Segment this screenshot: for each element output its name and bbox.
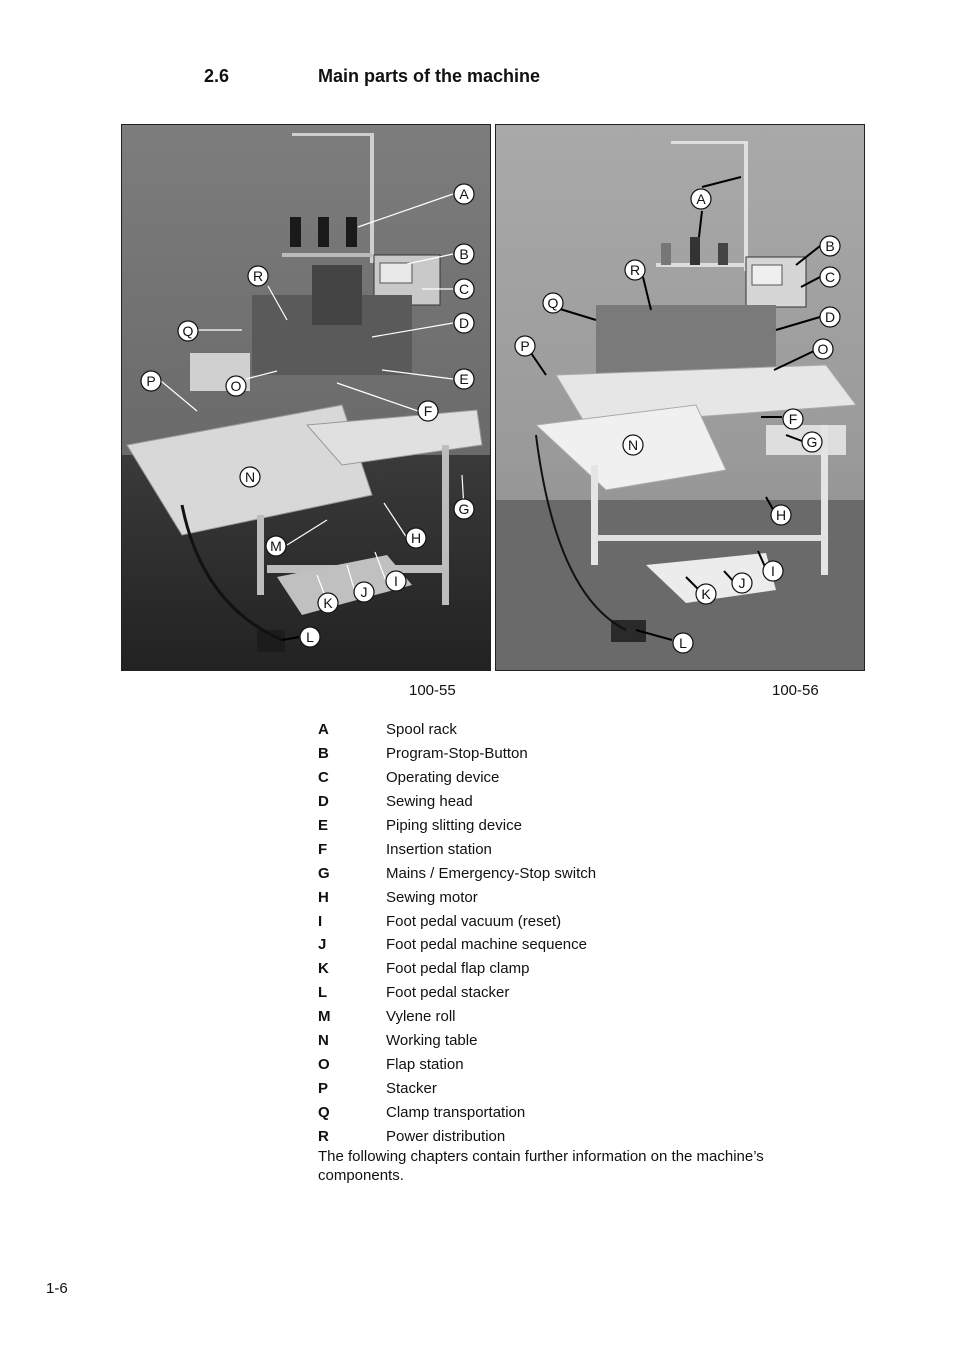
parts-legend (318, 718, 858, 1148)
legend-text: Vylene roll (386, 1008, 456, 1026)
legend-text: Program-Stop-Button (386, 745, 528, 763)
legend-key: J (318, 936, 327, 954)
label-left-e: E (459, 371, 469, 387)
legend-row (318, 837, 858, 861)
legend-row (318, 861, 858, 885)
label-left-o: O (230, 378, 242, 394)
label-right-f: F (788, 411, 798, 427)
legend-row (318, 1029, 858, 1053)
label-left-p: P (146, 373, 156, 389)
legend-key: Q (318, 1103, 330, 1121)
label-right-q: Q (547, 295, 559, 311)
legend-text: Sewing head (386, 793, 473, 811)
legend-text: Foot pedal machine sequence (386, 936, 587, 954)
label-right-k: K (701, 586, 711, 602)
label-right-g: G (806, 434, 818, 450)
label-right-a: A (696, 191, 706, 207)
label-left-m: M (270, 538, 282, 554)
legend-row (318, 790, 858, 814)
label-left-i: I (394, 573, 398, 589)
legend-row (318, 933, 858, 957)
legend-row (318, 718, 858, 742)
legend-row (318, 981, 858, 1005)
legend-key: A (318, 721, 329, 739)
label-left-c: C (458, 281, 470, 297)
legend-text: Power distribution (386, 1127, 506, 1145)
label-right-p: P (520, 338, 530, 354)
label-left-n: N (244, 469, 256, 485)
label-left-k: K (323, 595, 333, 611)
legend-row (318, 814, 858, 838)
legend-key: R (318, 1127, 329, 1145)
legend-row (318, 742, 858, 766)
machine-photo-side (495, 124, 865, 671)
label-left-l: L (306, 629, 314, 645)
legend-key: D (318, 793, 329, 811)
label-left-d: D (458, 315, 470, 331)
label-left-b: B (459, 246, 469, 262)
label-right-b: B (825, 238, 835, 254)
legend-text: Stacker (386, 1079, 437, 1097)
label-left-f: F (423, 403, 433, 419)
legend-key: O (318, 1055, 330, 1073)
legend-text: Spool rack (386, 721, 457, 739)
label-right-o: O (817, 341, 829, 357)
legend-text: Operating device (386, 769, 500, 787)
label-right-r: R (629, 262, 641, 278)
legend-text: Foot pedal flap clamp (386, 960, 530, 978)
legend-row (318, 1076, 858, 1100)
label-left-a: A (459, 186, 469, 202)
legend-key: H (318, 888, 329, 906)
label-left-q: Q (182, 323, 194, 339)
chapter-note: The following chapters contain further information on the machine’s components. (318, 1148, 764, 1184)
label-right-h: H (775, 507, 787, 523)
section-number: 2.6 (204, 66, 230, 86)
legend-row (318, 885, 858, 909)
legend-text: Piping slitting device (386, 817, 522, 834)
label-left-r: R (252, 268, 264, 284)
legend-key: I (318, 912, 323, 930)
legend-text: Sewing motor (386, 888, 478, 906)
legend-text: Foot pedal vacuum (reset) (386, 912, 562, 930)
legend-row (318, 1052, 858, 1076)
legend-text: Working table (386, 1032, 478, 1050)
label-right-c: C (824, 269, 836, 285)
legend-text: Mains / Emergency-Stop switch (386, 864, 597, 882)
legend-key: P (318, 1079, 329, 1097)
legend-text: Clamp transportation (386, 1103, 526, 1121)
legend-key: E (318, 817, 329, 834)
legend-key: G (318, 864, 330, 882)
legend-row (318, 766, 858, 790)
legend-key: L (318, 984, 328, 1002)
legend-text: Insertion station (386, 840, 492, 858)
legend-row (318, 909, 858, 933)
label-right-n: N (627, 437, 639, 453)
legend-row (318, 1005, 858, 1029)
legend-row (318, 1100, 858, 1124)
legend-row (318, 1124, 858, 1148)
machine-photo-front (121, 124, 491, 671)
legend-text: Flap station (386, 1055, 464, 1073)
label-right-d: D (824, 309, 836, 325)
legend-key: K (318, 960, 329, 978)
label-right-j: J (738, 575, 746, 591)
legend-key: M (318, 1008, 331, 1026)
page-number: 1-6 (46, 1280, 68, 1297)
label-left-h: H (410, 530, 422, 546)
figure-caption-right: 100-56 (772, 682, 819, 699)
legend-key: F (318, 840, 328, 858)
label-right-l: L (679, 635, 687, 651)
label-right-i: I (771, 563, 775, 579)
label-left-g: G (458, 501, 470, 517)
section-title: Main parts of the machine (318, 66, 541, 86)
figure-caption-left: 100-55 (409, 682, 456, 699)
label-left-j: J (360, 584, 368, 600)
legend-key: B (318, 745, 329, 763)
legend-key: N (318, 1032, 329, 1050)
legend-key: C (318, 769, 329, 787)
legend-text: Foot pedal stacker (386, 984, 510, 1002)
legend-row (318, 957, 858, 981)
